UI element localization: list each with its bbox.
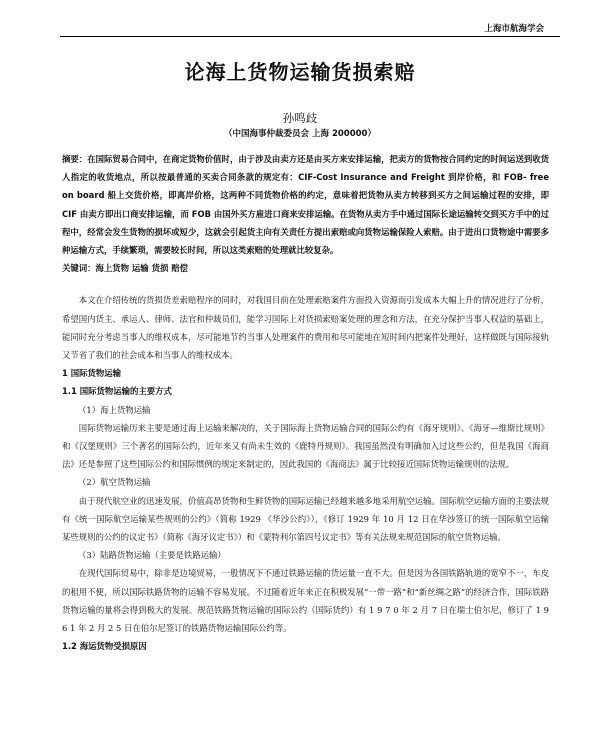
keywords-text: 海上货物 运输 货损 赔偿 <box>95 263 188 274</box>
subheading-sea-transport: （1）海上货物运输 <box>78 404 151 415</box>
section-heading-1-1: 1.1 国际货物运输的主要方式 <box>62 386 172 397</box>
section-heading-1: 1 国际货物运输 <box>62 368 121 379</box>
author-affiliation: （中国海事仲裁委员会 上海 200000） <box>224 129 376 139</box>
keywords <box>62 259 549 277</box>
paragraph-land-transport: 在现代国际贸易中，除非是边境贸易，一般情况下不通过铁路运输的货运量一直不大。但是因为各国铁路轨道的宽窄不一，车皮的租用不便，所以国际铁路货物的运输不容易发展。不过随着近年来正在积极发展“一带一路”和“新丝绸之路”的经济合作，国际铁路货物运输的量将会得到极大的发展。规范铁路货物运输的国际公约（国际货约）有 1 9 7 0 年 2 月 7 日在瑞士伯尔尼，修订了 1 9 6 1 年 2 月 2 5 日在伯尔尼签订的铁路货物运输国际公约等。 <box>62 568 549 634</box>
intro-paragraph: 本文在介绍传统的货损货差索赔程序的同时，对我国目前在处理索赔案件方面投入资源而引发成本大幅上升的情况进行了分析，希望国内货主、承运人、律师、法官和仲裁员们，能学习国际上对货损索赔案处理的理念和方法，在充分保护当事人权益的基础上，能同时充分考虑当事人的维权成本，尽可能地节约当事人处理案件的费用和尽可能地在短时间内把案件处理好，这样做既与国际接轨又节省了我们的社会成本和当事人的维权成本。 <box>62 295 549 361</box>
subheading-air-transport: （2）航空货物运输 <box>78 477 151 488</box>
section-heading-1-2: 1.2 海运货物受损原因 <box>62 641 147 652</box>
article-title: 论海上货物运输货损索赔 <box>184 60 416 84</box>
subheading-land-transport: （3）陆路货物运输（主要是铁路运输） <box>78 550 226 561</box>
article-body <box>62 150 549 655</box>
keywords-label: 关键词： <box>62 263 96 274</box>
abstract-label: 摘要： <box>62 154 88 164</box>
journal-brand: 上海市航海学会 <box>484 24 544 34</box>
paragraph-sea-transport: 国际货物运输历来主要是通过海上运输来解决的，关于国际海上货物运输合同的国际公约有《海牙规则》、《海牙—维斯比规则》和《汉堡规则》三个著名的国际公约，近年来又有尚未生效的《鹿特丹规则》。我国虽然没有明确加入过这些公约，但是我国《海商法》还是参照了这些国际公约和国际惯例的规定来制定的，因此我国的《海商法》属于比较接近国际货物运输规则的法规。 <box>62 422 549 470</box>
abstract <box>62 150 549 259</box>
abstract-text: 在国际贸易合同中，在商定货物价值时，由于涉及由卖方还是由买方来安排运输，把卖方的货物按合同约定的时间运送到收货人指定的收货地点，所以按最普通的买卖合同条款的规定有：CIF-Cost Insurance and Freight 到岸价格，和 FOB- free on board 船上交货价格，即离岸价格，这两种不同货物价格的约定，意味着把货物从卖方转移到买方之间运输过程的安排，即 CIF 由卖方即出口商安排运输，而 FOB 由国外买方雇进口商来安排运输。在货物从卖方手中通过国际长途运输转交到买方手中的过程中，经常会发生货物的损坏或短少，这就会引起货主向有关责任方提出索赔或向货物运输保险人索赔。由于进出口货物途中需要多种运输方式，手续繁琐，需要较长时间，所以这类索赔的处理就比较复杂。 <box>62 154 550 256</box>
author-name: 孙鸣歧 <box>282 111 318 125</box>
spacer <box>62 277 549 291</box>
paragraph-air-transport: 由于现代航空业的迅速发展，价值高昂货物和生鲜货物的国际运输已经越来越多地采用航空运输。国际航空运输方面的主要法规有《统一国际航空运输某些规则的公约》（简称 1929 《华沙公约》），《修订 1929 年 10 月 12 日在华沙签订的统一国际航空运输某些规则的公约的议定书》（简称《海牙议定书》）和《蒙特利尔第四号议定书》等有关法规来规范国际的航空货物运输。 <box>62 495 549 543</box>
header-rule <box>60 36 560 37</box>
